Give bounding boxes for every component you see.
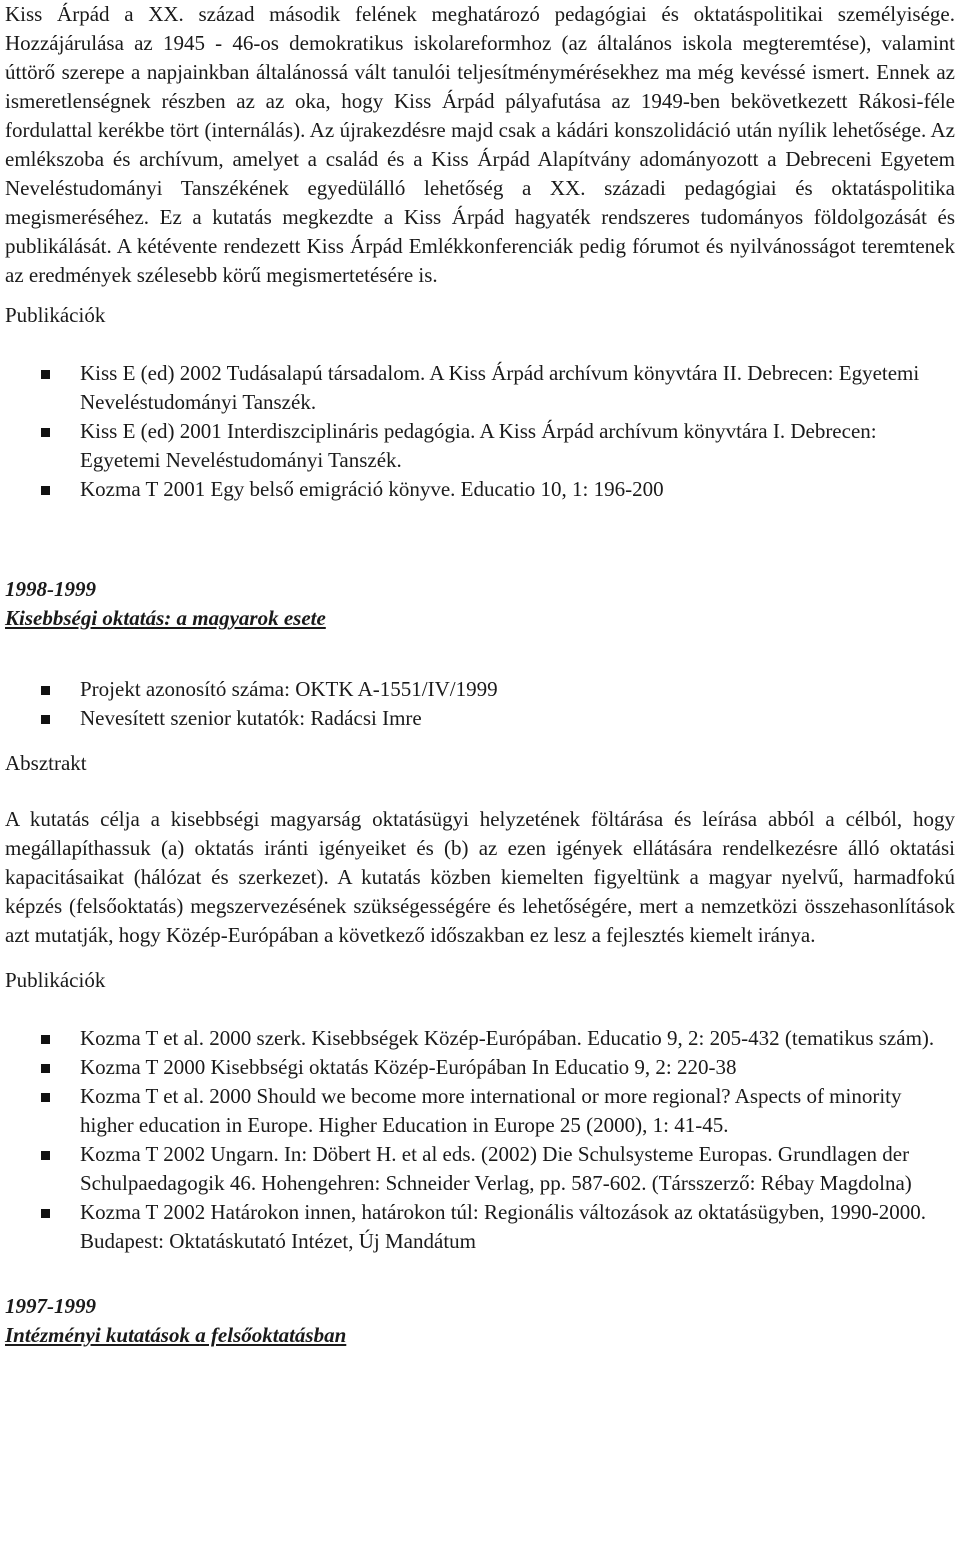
publication-text: Kozma T 2002 Ungarn. In: Döbert H. et al eds. (2002) Die Schulsysteme Europas. Grundlagen der Schulpaedagogik 46. Hohengehren: Schneider Verlag, pp. 587-602. (Társszerző: Rébay Magdolna) [80, 1142, 912, 1195]
list-item [5, 704, 955, 733]
publication-text: Kiss E (ed) 2002 Tudásalapú társadalom. A Kiss Árpád archívum könyvtára II. Debrecen: Egyetemi Neveléstudományi Tanszék. [80, 361, 920, 414]
project-title: Intézményi kutatások a felsőoktatásban [5, 1323, 347, 1347]
square-bullet-icon [41, 370, 50, 379]
square-bullet-icon [41, 715, 50, 724]
project-years: 1998-1999 [5, 577, 96, 601]
publications-heading: Publikációk [5, 303, 106, 327]
project-years: 1997-1999 [5, 1294, 96, 1318]
abstract-paragraph: A kutatás célja a kisebbségi magyarság oktatásügyi helyzetének föltárása és leírása abból a célból, hogy megállapíthassuk (a) oktatás iránti igényeiket és (b) az ezen igények ellátására rendelkezésre álló oktatási kapacitásaikat (hálózat és szerkezet). A kutatás közben kiemelten figyeltünk a magyar nyelvű, harmadfokú képzés (felsőoktatás) megszervezésének szükségességére és lehetőségére, mert a nemzetközi összehasonlítások azt mutatják, hogy Közép-Európában a következő időszakban ez lesz a fejlesztés kiemelt iránya. [5, 807, 955, 947]
list-item [5, 1140, 955, 1198]
senior-researchers: Nevesített szenior kutatók: Radácsi Imre [80, 706, 422, 730]
publication-text: Kozma T et al. 2000 szerk. Kisebbségek Közép-Európában. Educatio 9, 2: 205-432 (tematikus szám). [80, 1026, 935, 1050]
square-bullet-icon [41, 1035, 50, 1044]
publication-text: Kiss E (ed) 2001 Interdiszciplináris pedagógia. A Kiss Árpád archívum könyvtára I. Debrecen: Egyetemi Neveléstudományi Tanszék. [80, 419, 877, 472]
project-id: Projekt azonosító száma: OKTK A-1551/IV/1999 [80, 677, 498, 701]
square-bullet-icon [41, 428, 50, 437]
list-item [5, 359, 955, 417]
square-bullet-icon [41, 1093, 50, 1102]
square-bullet-icon [41, 1064, 50, 1073]
list-item [5, 1024, 955, 1053]
publication-text: Kozma T 2002 Határokon innen, határokon túl: Regionális változások az oktatásügyben, 1990-2000. Budapest: Oktatáskutató Intézet, Új Mandátum [80, 1200, 927, 1253]
publication-text: Kozma T et al. 2000 Should we become more international or more regional? Aspects of minority higher education in Europe. Higher Education in Europe 25 (2000), 1: 41-45. [80, 1084, 902, 1137]
project-title: Kisebbségi oktatás: a magyarok esete [5, 606, 326, 630]
list-item [5, 675, 955, 704]
abstract-heading: Absztrakt [5, 751, 87, 775]
publications-list [5, 359, 955, 504]
list-item [5, 475, 955, 504]
square-bullet-icon [41, 486, 50, 495]
publication-text: Kozma T 2000 Kisebbségi oktatás Közép-Európában In Educatio 9, 2: 220-38 [80, 1055, 737, 1079]
project-details-list [5, 675, 955, 733]
list-item [5, 1198, 955, 1256]
publications-list [5, 1024, 955, 1256]
list-item [5, 417, 955, 475]
square-bullet-icon [41, 1151, 50, 1160]
publications-heading: Publikációk [5, 968, 106, 992]
publication-text: Kozma T 2001 Egy belső emigráció könyve. Educatio 10, 1: 196-200 [80, 477, 664, 501]
intro-paragraph: Kiss Árpád a XX. század második felének meghatározó pedagógiai és oktatáspolitikai személyisége. Hozzájárulása az 1945 - 46-os demokratikus iskolareformhoz (az általános iskola megteremtése), valamint úttörő szerepe a napjainkban általánossá vált tanulói teljesítménymérésekhez ma még kevéssé ismert. Ennek az ismeretlenségnek részben az az oka, hogy Kiss Árpád pályafutása az 1949-ben bekövetkezett Rákosi-féle fordulattal kerékbe tört (internálás). Az újrakezdésre majd csak a kádári konszolidáció után nyílik lehetősége. Az emlékszoba és archívum, amelyet a család és a Kiss Árpád Alapítvány adományozott a Debreceni Egyetem Neveléstudományi Tanszékének egyedülálló lehetőség a XX. századi pedagógiai és oktatáspolitika megismeréséhez. Ez a kutatás megkezdte a Kiss Árpád hagyaték rendszeres tudományos földolgozását és publikálását. A kétévente rendezett Kiss Árpád Emlékkonferenciák pedig fórumot és nyilvánosságot teremtenek az eredmények szélesebb körű megismertetésére is. [5, 2, 955, 287]
square-bullet-icon [41, 1209, 50, 1218]
list-item [5, 1053, 955, 1082]
list-item [5, 1082, 955, 1140]
square-bullet-icon [41, 686, 50, 695]
